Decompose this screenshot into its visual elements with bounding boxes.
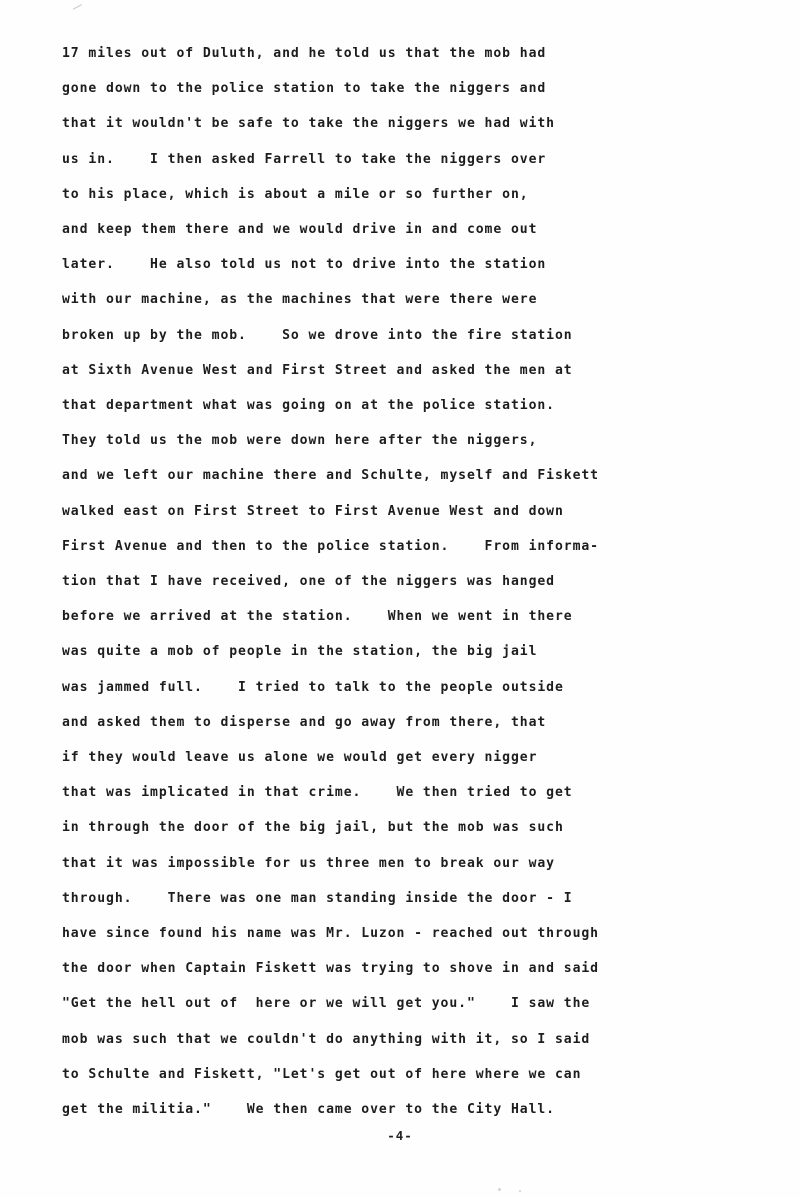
text-line: have since found his name was Mr. Luzon - reached out through — [62, 926, 599, 942]
text-line: broken up by the mob. So we drove into the fire station — [62, 327, 573, 343]
text-line: before we arrived at the station. When we went in there — [62, 609, 573, 625]
text-line: get the militia." We then came over to the City Hall. — [62, 1102, 555, 1118]
text-line: at Sixth Avenue West and First Street and asked the men at — [62, 362, 573, 378]
text-line: 17 miles out of Duluth, and he told us that the mob had — [62, 46, 547, 61]
text-line: through. There was one man standing inside the door - I — [62, 890, 573, 906]
text-line: that department what was going on at the police station. — [62, 398, 555, 414]
page-footer — [0, 1125, 800, 1144]
text-line: with our machine, as the machines that were there were — [62, 292, 538, 308]
page-number: -4- — [387, 1128, 413, 1143]
scan-artifact-icon — [519, 1190, 521, 1192]
text-line: the door when Captain Fiskett was trying to shove in and said — [62, 961, 599, 977]
text-line: First Avenue and then to the police station. From informa- — [62, 538, 599, 554]
scan-artifact-icon — [73, 4, 86, 16]
text-line: if they would leave us alone we would get every nigger — [62, 750, 538, 766]
text-line: and keep them there and we would drive in and come out — [62, 222, 538, 238]
text-line: gone down to the police station to take the niggers and — [62, 81, 547, 97]
text-line: was quite a mob of people in the station, the big jail — [62, 644, 538, 660]
text-line: to his place, which is about a mile or so further on, — [62, 186, 529, 202]
text-line: that it wouldn't be safe to take the niggers we had with — [62, 116, 555, 132]
text-line: and asked them to disperse and go away from there, that — [62, 714, 547, 730]
scan-artifact-icon — [498, 1188, 501, 1191]
text-line: walked east on First Street to First Avenue West and down — [62, 503, 564, 519]
text-line: to Schulte and Fiskett, "Let's get out of here where we can — [62, 1066, 582, 1082]
text-line: "Get the hell out of here or we will get you." I saw the — [62, 996, 591, 1012]
text-line: was jammed full. I tried to talk to the people outside — [62, 679, 564, 695]
text-line: us in. I then asked Farrell to take the niggers over — [62, 151, 547, 167]
text-line: later. He also told us not to drive into the station — [62, 257, 547, 273]
text-line: that was implicated in that crime. We then tried to get — [62, 785, 573, 801]
text-line: that it was impossible for us three men to break our way — [62, 855, 555, 871]
text-line: and we left our machine there and Schulte, myself and Fiskett — [62, 468, 599, 484]
text-line: They told us the mob were down here after the niggers, — [62, 433, 538, 449]
text-line: tion that I have received, one of the niggers was hanged — [62, 574, 555, 590]
text-line: mob was such that we couldn't do anything with it, so I said — [62, 1031, 591, 1047]
typed-body-text — [62, 36, 752, 1127]
text-line: in through the door of the big jail, but the mob was such — [62, 820, 564, 836]
